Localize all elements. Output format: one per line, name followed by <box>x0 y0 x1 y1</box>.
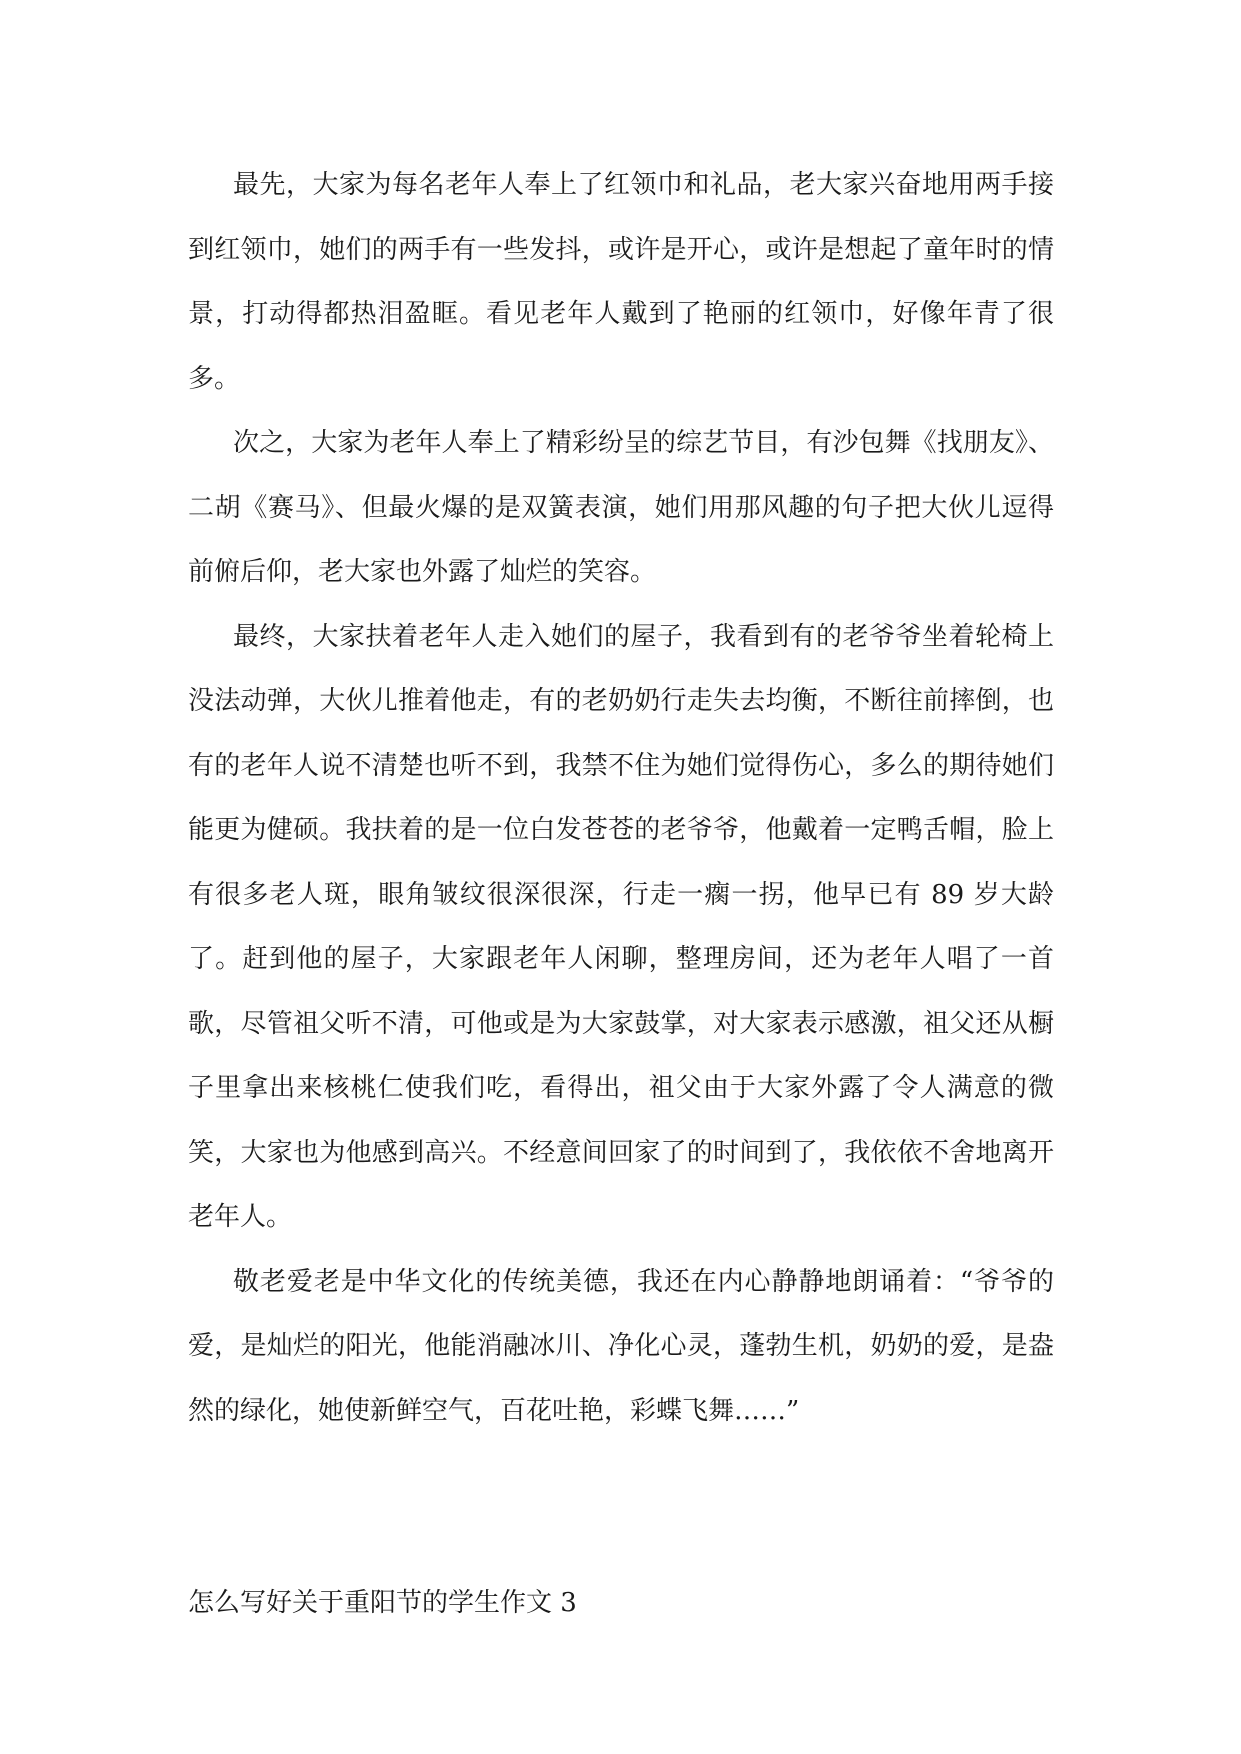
paragraph-3: 最终，大家扶着老年人走入她们的屋子，我看到有的老爷爷坐着轮椅上没法动弹，大伙儿推着他走，有的老奶奶行走失去均衡，不断往前摔倒，也有的老年人说不清楚也听不到，我禁不住为她们觉得伤心，多么的期待她们能更为健硕。我扶着的是一位白发苍苍的老爷爷，他戴着一定鸭舌帽，脸上有很多老人斑，眼角皱纹很深很深，行走一瘸一拐，他早已有 89 岁大龄了。赶到他的屋子，大家跟老年人闲聊，整理房间，还为老年人唱了一首歌，尽管祖父听不清，可他或是为大家鼓掌，对大家表示感激，祖父还从橱子里拿出来核桃仁使我们吃，看得出，祖父由于大家外露了令人满意的微笑，大家也为他感到高兴。不经意间回家了的时间到了，我依依不舍地离开老年人。 <box>188 621 1054 1232</box>
next-essay-heading: 怎么写好关于重阳节的学生作文 3 <box>188 1588 577 1618</box>
paragraph-1: 最先，大家为每名老年人奉上了红领巾和礼品，老大家兴奋地用两手接到红领巾，她们的两手有一些发抖，或许是开心，或许是想起了童年时的情景，打动得都热泪盈眶。看见老年人戴到了艳丽的红领巾，好像年青了很多。 <box>188 170 1054 394</box>
paragraph-4: 敬老爱老是中华文化的传统美德，我还在内心静静地朗诵着：“爷爷的爱，是灿烂的阳光，他能消融冰川、净化心灵，蓬勃生机，奶奶的爱，是盎然的绿化，她使新鲜空气，百花吐艳，彩蝶飞舞……” <box>188 1266 1054 1426</box>
article-body <box>188 153 1054 1443</box>
paragraph-2: 次之，大家为老年人奉上了精彩纷呈的综艺节目，有沙包舞《找朋友》、二胡《赛马》、但最火爆的是双簧表演，她们用那风趣的句子把大伙儿逗得前俯后仰，老大家也外露了灿烂的笑容。 <box>188 428 1054 587</box>
